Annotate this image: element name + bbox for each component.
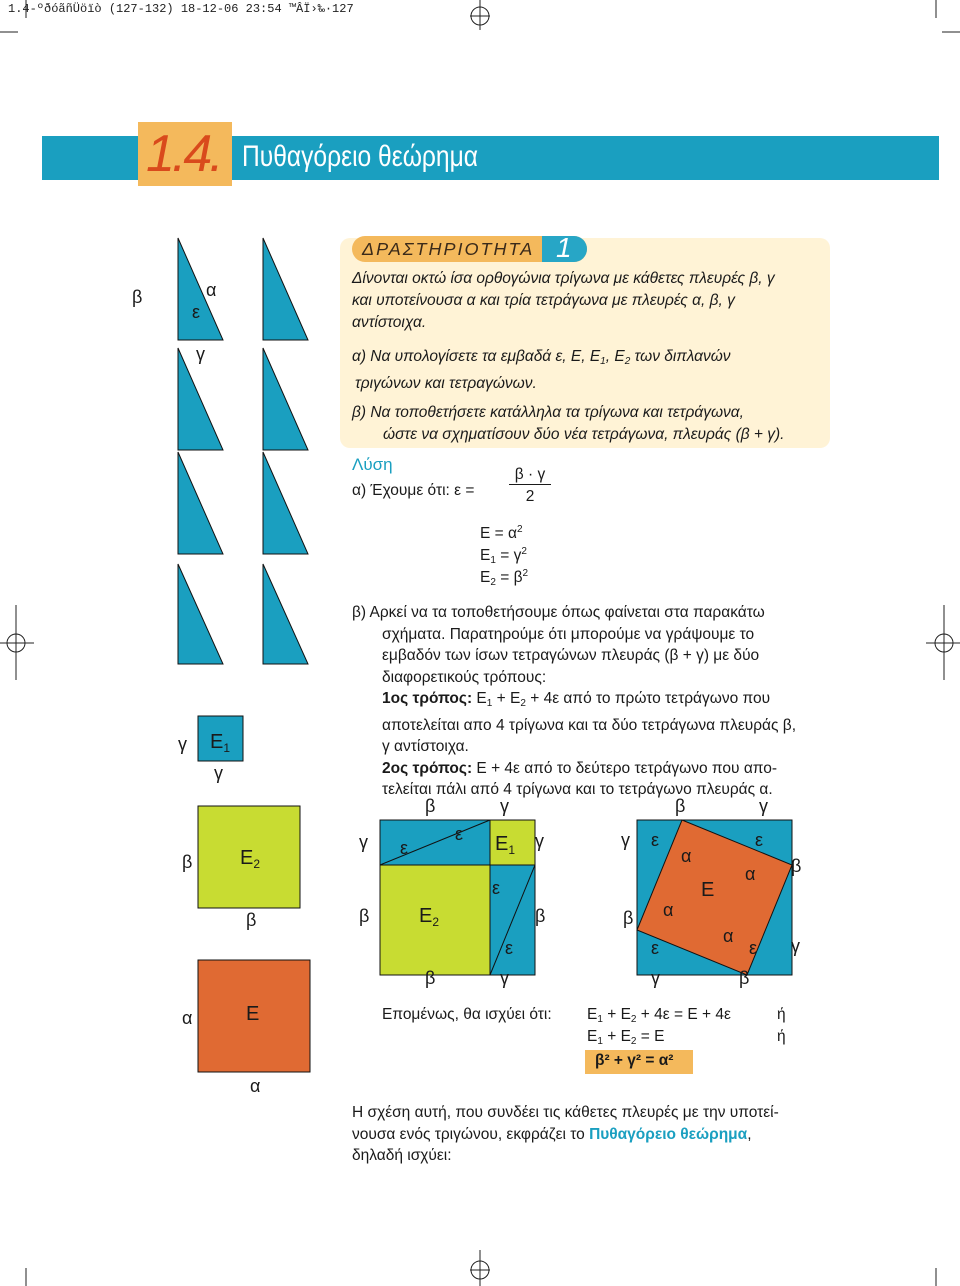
activity-number: 1 [556, 232, 572, 263]
tri-label-alpha: α [206, 280, 217, 300]
figure-label: β [359, 906, 370, 926]
E1-side-gamma: γ [178, 734, 187, 754]
left-shapes-figure [132, 230, 340, 1110]
figure-label: α [723, 926, 734, 946]
figure-label: β [425, 796, 436, 816]
figure-label: Ε [495, 833, 509, 855]
solution-a-line: α) Έχουμε ότι: ε = [352, 482, 475, 499]
triangle-6 [263, 452, 308, 554]
fraction-denominator: 2 [525, 488, 535, 505]
triangle-4 [263, 348, 308, 450]
question-b: β) Να τοποθετήσετε κατάλληλα τα τρίγωνα και τετράγωνα, ώστε να σχηματίσουν δύο νέα τετράγωνα, πλευράς (β + γ). [352, 404, 785, 443]
conclusion-line-1: Ε1 + Ε2 + 4ε = Ε + 4ε [587, 1006, 731, 1025]
figure-label: α [681, 846, 692, 866]
tri-label-beta: β [132, 287, 143, 307]
figure-label: 1 [508, 843, 516, 857]
E2-side-beta: β [182, 852, 193, 872]
figure-label: Ε [210, 731, 224, 753]
figure-label: β [791, 856, 802, 876]
figure-label: α [745, 864, 756, 884]
figure-label: β [675, 796, 686, 816]
or-label-1: ή [777, 1006, 786, 1023]
figure-label: α [663, 900, 674, 920]
equation-E: $E = \alpha^2$ [480, 524, 523, 542]
triangle-8 [263, 564, 308, 664]
equation-E2: $E2 = \beta^2$ [480, 568, 529, 588]
figure-label: γ [359, 832, 368, 852]
triangle-7 [178, 564, 223, 664]
E-label: Ε [246, 1003, 260, 1025]
activity-tab [352, 232, 587, 263]
figure-label: γ [500, 968, 509, 988]
figure-label: Ε [701, 879, 715, 901]
final-text: Η σχέση αυτή, που συνδέει τις κάθετες πλευρές με την υποτεί- νουσα ενός τριγώνου, εκφράζει το Πυθαγόρειο θεώρημα, δηλαδή ισχύει: [352, 1104, 779, 1164]
pythagorean-formula-box [585, 1050, 693, 1074]
figure-label: ε [492, 878, 501, 898]
figure-label: γ [759, 796, 768, 816]
figure-label: ε [755, 830, 764, 850]
E-side-alpha: α [182, 1008, 193, 1028]
section-number-box [138, 122, 232, 186]
figure-label: γ [651, 968, 660, 988]
activity-intro: Δίνονται οκτώ ίσα ορθογώνια τρίγωνα με κάθετες πλευρές β, γ και υποτείνουσα α και τρία τετράγωνα με πλευρές α, β, γ αντίστοιχα. [352, 270, 775, 331]
figure-label: 1 [223, 741, 231, 755]
figure-label: ε [505, 938, 514, 958]
or-label-2: ή [777, 1028, 786, 1045]
figure-label: ε [651, 830, 660, 850]
figure-label: 2 [253, 857, 261, 871]
triangle-2 [263, 238, 308, 340]
figure-label: ε [400, 838, 409, 858]
fraction-bar [509, 484, 551, 485]
conclusion-lead: Επομένως, θα ισχύει ότι: [382, 1006, 552, 1023]
question-a: α) Να υπολογίσετε τα εμβαδά ε, Ε, Ε1, Ε2 των διπλανών τριγώνων και τετραγώνων. [352, 348, 731, 392]
fraction-numerator: β · γ [514, 466, 546, 483]
solution-title: Λύση [352, 455, 393, 474]
E2-bottom-beta: β [246, 910, 257, 930]
figure-label: γ [500, 796, 509, 816]
square-way-1-figure [355, 792, 575, 992]
E1-bottom-gamma: γ [214, 763, 223, 783]
figure-label: β [623, 908, 634, 928]
tri-label-epsilon: ε [192, 302, 201, 322]
figure-label: ε [749, 938, 758, 958]
figure-label: γ [535, 831, 544, 851]
figure-label: β [425, 968, 436, 988]
figure-label: γ [791, 936, 800, 956]
tri-label-gamma: γ [196, 344, 205, 364]
E-bottom-alpha: α [250, 1076, 261, 1096]
solution-b-text: β) Αρκεί να τα τοποθετήσουμε όπως φαίνεται στα παρακάτω σχήματα. Παρατηρούμε ότι μπορούμε να γράψουμε το εμβαδόν των ίσων τετραγώνων πλευράς (β + γ) με δύο διαφορετικούς τρόπους: 1ος τρόπος: Ε1 + Ε2 + 4ε από το πρώτο τετράγωνο που αποτελείται απο 4 τρίγωνα και τα δύο τετράγωνα πλευράς β, γ αντίστοιχα. 2ος τρόπος: Ε + 4ε από το δεύτερο τετράγωνο που απο- τελείται πάλι από 4 τρίγωνα και το τετράγωνο πλευράς α. [352, 604, 797, 798]
figure-label: 2 [432, 915, 440, 929]
conclusion-line-2: Ε1 + Ε2 = Ε [587, 1028, 665, 1047]
figure-label: Ε [240, 847, 254, 869]
section-title: Πυθαγόρειο θεώρημα [242, 140, 478, 173]
pythagorean-formula: β² + γ² = α² [595, 1052, 674, 1069]
figure-label: ε [455, 824, 464, 844]
triangle-5 [178, 452, 223, 554]
square-way-2-figure [615, 792, 815, 992]
print-header-line: 1.4-ºðóãñÜöïò (127-132) 18-12-06 23:54 ™ÂÏ›‰·127 [8, 2, 354, 16]
figure-label: Ε [419, 905, 433, 927]
figure-label: γ [621, 830, 630, 850]
figure-label: β [535, 906, 546, 926]
activity-label: ΔΡΑΣΤΗΡΙΟΤΗΤΑ [362, 239, 535, 259]
section-number: 1.4. [146, 125, 221, 183]
figure-label: β [739, 968, 750, 988]
figure-label: ε [651, 938, 660, 958]
equation-E1: $E1 = \gamma^2$ [480, 546, 527, 566]
